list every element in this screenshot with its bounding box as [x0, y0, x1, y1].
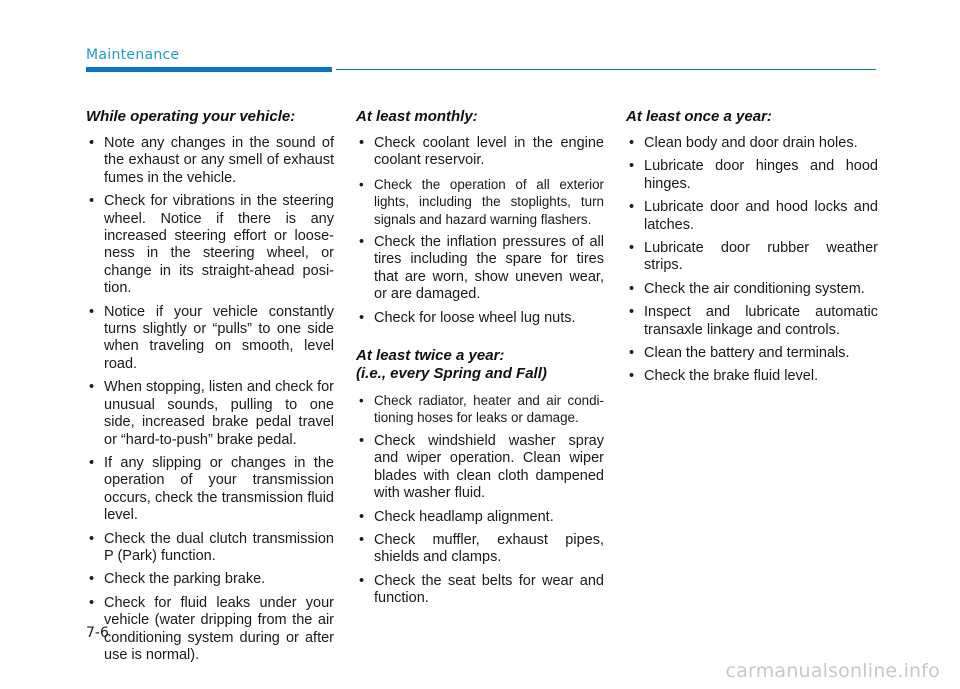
heading-while-operating: While operating your vehicle: [86, 108, 296, 125]
header-rule-thick [86, 67, 332, 72]
list-item: • Check the parking brake. [86, 571, 334, 588]
list-item: • Lubricate door hinges and hood hinges. [626, 158, 878, 193]
list-item: • Check radiator, heater and air condi-tioning hoses for leaks or damage. [356, 392, 604, 427]
heading-monthly: At least monthly: [356, 108, 478, 125]
list-twice-a-year [356, 392, 604, 607]
list-item: • Check the air conditioning system. [626, 281, 878, 298]
list-item: • Check headlamp alignment. [356, 509, 604, 526]
heading-twice-a-year-line2: (i.e., every Spring and Fall) [356, 365, 547, 383]
list-while-operating [86, 135, 334, 664]
heading-once-a-year: At least once a year: [626, 108, 772, 125]
column-while-operating [86, 108, 334, 670]
watermark-text: carmanualsonline.info [725, 660, 940, 682]
list-item: • Check the dual clutch transmission P (Park) function. [86, 531, 334, 566]
list-item: • When stopping, listen and check for unusual sounds, pulling to one side, increased brake pedal travel or “hard-to-push” brake pedal. [86, 379, 334, 449]
section-title: Maintenance [86, 47, 180, 63]
list-item: • Note any changes in the sound of the exhaust or any smell of exhaust fumes in the vehicle. [86, 135, 334, 187]
list-item: • Notice if your vehicle constantly turns slightly or “pulls” to one side when traveling on smooth, level road. [86, 304, 334, 374]
list-item: • Check windshield washer spray and wiper operation. Clean wiper blades with clean cloth dampened with washer fluid. [356, 433, 604, 503]
list-item: • Inspect and lubricate automatic transaxle linkage and controls. [626, 304, 878, 339]
list-once-a-year [626, 135, 878, 386]
column-once-a-year [626, 108, 878, 392]
heading-twice-a-year-line1: At least twice a year: [356, 347, 505, 365]
header-rule-thin [336, 69, 876, 70]
list-item: • Check the brake fluid level. [626, 368, 878, 385]
list-item: • Check the operation of all exterior lights, including the stoplights, turn signals and hazard warning flashers. [356, 176, 604, 228]
list-item: • Check for loose wheel lug nuts. [356, 310, 604, 327]
list-item: • If any slipping or changes in the operation of your transmission occurs, check the transmission fluid level. [86, 455, 334, 525]
list-item: • Check the seat belts for wear and function. [356, 573, 604, 608]
list-item: • Lubricate door rubber weather strips. [626, 240, 878, 275]
page-number: 7-6 [86, 625, 109, 641]
heading-twice-a-year [356, 347, 604, 383]
list-item: • Lubricate door and hood locks and latches. [626, 199, 878, 234]
list-item: • Check for fluid leaks under your vehicle (water dripping from the air conditioning system during or after use is normal). [86, 595, 334, 665]
list-item: • Check coolant level in the engine coolant reservoir. [356, 135, 604, 170]
list-item: • Clean the battery and terminals. [626, 345, 878, 362]
list-item: • Clean body and door drain holes. [626, 135, 878, 152]
list-item: • Check for vibrations in the steering wheel. Notice if there is any increased steering effort or loose-ness in the steering wheel, or change in its straight-ahead posi-tion. [86, 193, 334, 297]
list-monthly [356, 135, 604, 327]
list-item: • Check muffler, exhaust pipes, shields and clamps. [356, 532, 604, 567]
list-item: • Check the inflation pressures of all tires including the spare for tires that are worn, show uneven wear, or are damaged. [356, 234, 604, 304]
column-monthly [356, 108, 604, 614]
